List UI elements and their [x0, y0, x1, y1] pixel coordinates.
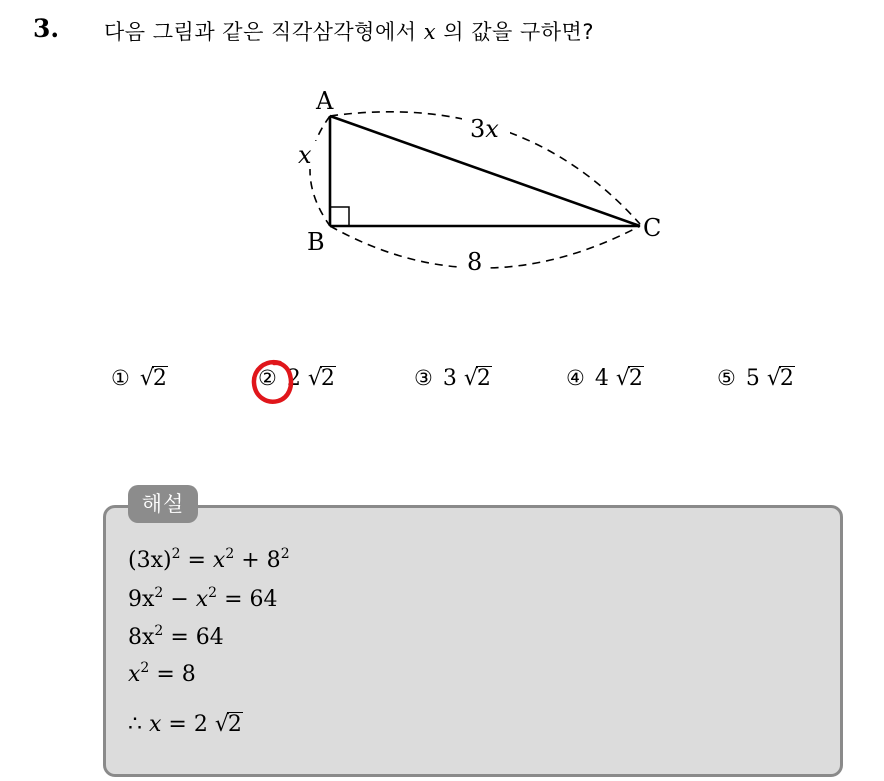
- solution-line-1: $(3x)^2 = x^2 + 8^2$: [128, 546, 290, 573]
- right-angle-mark: [330, 207, 349, 226]
- triangle-figure: [0, 0, 884, 300]
- choice-5-radicand: 2: [779, 366, 794, 391]
- choice-4-value: 4 √2: [594, 366, 643, 391]
- choice-2-mark: ②: [258, 366, 277, 390]
- solution-line-5: ∴ x = 2 √2: [128, 712, 242, 737]
- choice-3-mark: ③: [414, 366, 433, 390]
- question-number: 3.: [33, 14, 60, 43]
- choice-3-radicand: 2: [476, 366, 491, 391]
- question-text-after: 의 값을 구하면?: [443, 20, 594, 44]
- choice-5[interactable]: [717, 366, 795, 391]
- choice-5-value: 5 √2: [745, 366, 794, 391]
- choice-2-value: 2 √2: [286, 366, 335, 391]
- vertex-a-label: A: [316, 87, 334, 115]
- vertex-b-label: B: [307, 228, 325, 256]
- solution-line-4: $x^2 = 8$: [128, 660, 196, 687]
- side-ac-var: x: [485, 115, 499, 143]
- question-text-before: 다음 그림과 같은 직각삼각형에서: [104, 20, 417, 44]
- choice-2[interactable]: [258, 366, 336, 391]
- choice-5-mark: ⑤: [717, 366, 736, 390]
- arc-ab: [310, 116, 330, 226]
- solution-line-3: $8x^2 = 64$: [128, 623, 224, 650]
- side-ac-label: [470, 115, 499, 143]
- vertex-c-label: C: [643, 214, 662, 242]
- choice-4-radicand: 2: [628, 366, 643, 391]
- choice-2-radicand: 2: [320, 366, 335, 391]
- side-ab-label: x: [298, 141, 312, 169]
- choice-3-value: 3 √2: [442, 366, 491, 391]
- side-ac-coef: 3: [470, 115, 486, 143]
- choice-1-mark: ①: [111, 366, 130, 390]
- choice-1[interactable]: [111, 366, 168, 391]
- choice-1-value: √2: [139, 366, 167, 391]
- choice-3[interactable]: [414, 366, 492, 391]
- solution-tag: 해설: [128, 485, 198, 523]
- answer-choices: [0, 366, 884, 406]
- question-variable: x: [423, 20, 437, 44]
- choice-1-radicand: 2: [152, 366, 167, 391]
- choice-4-mark: ④: [566, 366, 585, 390]
- choice-4[interactable]: [566, 366, 644, 391]
- solution-line-2: $9x^2 - x^2 = 64$: [128, 585, 278, 612]
- side-bc-label: 8: [467, 248, 483, 276]
